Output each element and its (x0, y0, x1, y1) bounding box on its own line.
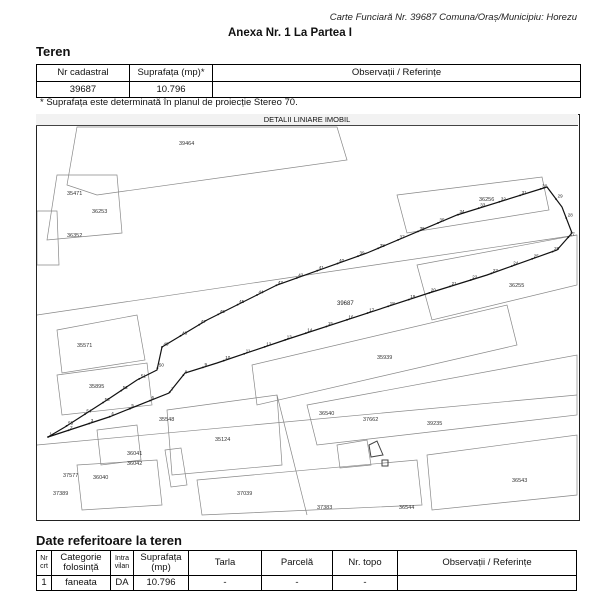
vertex-point (47, 436, 49, 438)
row-parcela: - (262, 576, 333, 591)
parcel-number-label: 36543 (512, 478, 528, 484)
building-outline (167, 395, 282, 475)
vertex-label: 32 (500, 196, 506, 202)
vertex-point (157, 367, 159, 369)
vertex-label: 46 (219, 308, 225, 314)
vertex-point (397, 239, 399, 241)
parcel-outline (37, 211, 59, 265)
nr-cadastral-value: 39687 (37, 81, 130, 98)
parcel-number-label: 35571 (77, 343, 93, 349)
vertex-label: 16 (348, 314, 354, 320)
parcel-number-label: 37577 (63, 473, 79, 479)
date-teren-table (36, 550, 577, 591)
vertex-point (511, 265, 513, 267)
vertex-label: 28 (567, 212, 573, 218)
parcel-number-label: 35939 (377, 355, 393, 361)
col-parcela: Parcelă (262, 551, 333, 576)
vertex-point (129, 408, 131, 410)
vertex-point (264, 346, 266, 348)
vertex-label: 11 (245, 348, 251, 354)
plan-drawing (37, 115, 579, 520)
vertex-label: 34 (459, 209, 465, 215)
vertex-point (377, 247, 379, 249)
parcel-outline (47, 175, 122, 240)
parcel-outline (427, 435, 577, 510)
col-suprafata: Suprafața (mp)* (130, 65, 213, 82)
vertex-label: 13 (286, 334, 292, 340)
vertex-label: 17 (369, 307, 375, 313)
parcel-outline (77, 460, 162, 510)
vertex-point (408, 299, 410, 301)
parcel-number-label: 36352 (67, 233, 83, 239)
vertex-point (499, 201, 501, 203)
col-nr-crt: Nr crt (37, 551, 52, 576)
vertex-label: 55 (68, 420, 74, 426)
suprafata-value: 10.796 (130, 81, 213, 98)
vertex-label: 35 (439, 217, 445, 223)
vertex-point (202, 367, 204, 369)
vertex-label: 6 (151, 395, 155, 401)
vertex-label: 8 (184, 369, 188, 375)
vertex-label: 33 (480, 202, 486, 208)
row-observatii (398, 576, 577, 591)
parcel-number-label: 37039 (237, 491, 253, 497)
parcel-number-label: 35124 (215, 437, 231, 443)
vertex-point (316, 270, 318, 272)
vertex-point (138, 378, 140, 380)
vertex-point (565, 217, 567, 219)
teren-title: Teren (36, 44, 71, 59)
vertex-label: 15 (327, 321, 333, 326)
vertex-point (429, 292, 431, 294)
vertex-point (357, 255, 359, 257)
vertex-point (478, 207, 480, 209)
row-tarla: - (189, 576, 262, 591)
vertex-label: 20 (430, 287, 436, 293)
parcel-number-label: 36540 (319, 411, 335, 417)
vertex-label: 10 (225, 355, 231, 361)
parcel-number-label: 36544 (399, 505, 415, 511)
vertex-point (109, 416, 111, 418)
vertex-label: 19 (410, 294, 416, 300)
subject-parcel-label: 39687 (337, 301, 354, 307)
row-nr: 1 (37, 576, 52, 591)
vertex-label: 29 (557, 193, 563, 199)
building-outline (165, 448, 187, 487)
vertex-point (102, 402, 104, 404)
vertex-point (387, 305, 389, 307)
vertex-point (120, 390, 122, 392)
vertex-label: 44 (258, 289, 264, 295)
vertex-point (540, 188, 542, 190)
col-observatii: Observații / Referințe (213, 65, 581, 82)
vertex-point (161, 346, 163, 348)
vertex-label: 54 (86, 408, 92, 414)
vertex-label: 53 (104, 397, 110, 402)
plan-title: DETALII LINIARE IMOBIL (36, 114, 578, 126)
annex-title: Anexa Nr. 1 La Partea I (227, 27, 352, 39)
vertex-point (552, 251, 554, 253)
parcel-number-label: 37383 (317, 505, 333, 511)
vertex-label: 36 (419, 225, 425, 231)
vertex-label: 24 (513, 260, 519, 266)
building-outline (397, 177, 549, 233)
vertex-point (326, 326, 328, 328)
vertex-point (256, 294, 258, 296)
parcel-number-label: 39235 (427, 421, 443, 427)
vertex-label: 38 (379, 242, 385, 248)
parcel-number-label: 36042 (127, 461, 143, 467)
vertex-label: 37 (399, 234, 405, 240)
projection-note: * Suprafața este determinată în planul de proiecție Stereo 70. (40, 97, 298, 108)
vertex-label: 18 (389, 300, 395, 306)
vertex-label: 40 (339, 258, 345, 263)
vertex-point (84, 413, 86, 415)
parcel-number-label: 35895 (89, 384, 105, 390)
vertex-label: 42 (298, 272, 304, 278)
col-nr-cadastral: Nr cadastral (37, 65, 130, 82)
date-teren-title: Date referitoare la teren (36, 533, 182, 548)
parcel-outline (307, 355, 577, 445)
vertex-label: 12 (266, 341, 272, 347)
vertex-label: 26 (554, 246, 560, 252)
parcel-outline (57, 363, 152, 415)
vertex-label: 7 (171, 386, 174, 392)
vertex-point (88, 423, 90, 425)
vertex-label: 31 (521, 189, 527, 195)
col-suprafata: Suprafața (mp) (134, 551, 189, 576)
vertex-label: 4 (111, 411, 114, 417)
col-observatii: Observații / Referințe (398, 551, 577, 576)
vertex-point (337, 263, 339, 265)
row-categorie: faneata (52, 576, 111, 591)
vertex-label: 25 (533, 253, 539, 259)
parcel-number-label: 37662 (363, 417, 379, 423)
row-intravilan: DA (111, 576, 134, 591)
vertex-point (149, 400, 151, 402)
teren-table (36, 64, 581, 98)
vertex-point (449, 286, 451, 288)
col-intravilan: Intra vilan (111, 551, 134, 576)
vertex-label: 23 (492, 267, 498, 273)
parcel-number-label: 36255 (509, 283, 525, 289)
vertex-label: 27 (569, 231, 575, 237)
vertex-label: 47 (200, 319, 206, 325)
vertex-point (284, 339, 286, 341)
vertex-label: 43 (277, 279, 283, 285)
vertex-point (491, 273, 493, 275)
vertex-point (519, 195, 521, 197)
vertex-label: 49 (163, 341, 169, 347)
vertex-label: 22 (472, 274, 478, 280)
parcel-number-label: 36041 (127, 451, 143, 457)
vertex-point (531, 258, 533, 260)
parcel-number-label: 35548 (159, 417, 175, 423)
vertex-point (182, 374, 184, 376)
building-outline (337, 440, 371, 468)
parcel-number-label: 36253 (92, 209, 108, 215)
vertex-point (217, 314, 219, 316)
vertex-point (223, 360, 225, 362)
vertex-point (437, 222, 439, 224)
parcel-number-label: 36256 (479, 197, 495, 203)
vertex-label: 3 (90, 418, 94, 423)
vertex-label: 9 (204, 361, 208, 367)
vertex-point (346, 319, 348, 321)
col-tarla: Tarla (189, 551, 262, 576)
parcel-number-label: 35471 (67, 191, 83, 197)
vertex-point (367, 312, 369, 314)
vertex-label: 48 (182, 330, 188, 336)
vertex-point (296, 277, 298, 279)
vertex-label: 5 (131, 403, 134, 409)
row-suprafata: 10.796 (134, 576, 189, 591)
vertex-point (555, 198, 557, 200)
vertex-label: 1 (49, 431, 53, 437)
vertex-point (276, 284, 278, 286)
parcel-number-label: 37389 (53, 491, 69, 497)
vertex-label: 52 (122, 385, 128, 391)
parcel-outline (57, 315, 145, 373)
vertex-point (417, 231, 419, 233)
vertex-point (169, 391, 171, 393)
vertex-point (198, 324, 200, 326)
vertex-label: 45 (239, 299, 245, 305)
vertex-point (470, 279, 472, 281)
vertex-point (68, 429, 70, 431)
vertex-label: 41 (318, 265, 324, 271)
cf-reference: Carte Funciară Nr. 39687 Comuna/Oraș/Municipiu: Horezu (329, 12, 577, 23)
parcel-number-label: 36040 (93, 475, 109, 481)
parcel-outline (197, 460, 422, 515)
cadastral-plan (36, 114, 580, 521)
vertex-point (237, 304, 239, 306)
parcel-number-label: 39464 (179, 141, 195, 147)
parcel-boundary (48, 187, 572, 437)
parcel-outline (67, 127, 347, 195)
vertex-point (567, 236, 569, 238)
vertex-label: 50 (158, 362, 164, 368)
vertex-label: 30 (542, 183, 548, 189)
row-nr-topo: - (333, 576, 398, 591)
vertex-point (305, 332, 307, 334)
boundary-line (37, 235, 577, 315)
col-nr-topo: Nr. topo (333, 551, 398, 576)
vertex-point (457, 214, 459, 216)
observatii-value (213, 81, 581, 98)
vertex-label: 21 (451, 280, 457, 286)
boundary-line (37, 395, 577, 445)
triangle-marker (369, 441, 383, 457)
vertex-label: 39 (359, 250, 365, 256)
vertex-point (243, 353, 245, 355)
col-categorie: Categorie folosință (52, 551, 111, 576)
vertex-label: 2 (70, 424, 73, 430)
vertex-label: 51 (140, 373, 146, 379)
vertex-point (66, 425, 68, 427)
building-outline (97, 425, 141, 465)
vertex-label: 14 (307, 327, 313, 333)
vertex-point (180, 335, 182, 337)
